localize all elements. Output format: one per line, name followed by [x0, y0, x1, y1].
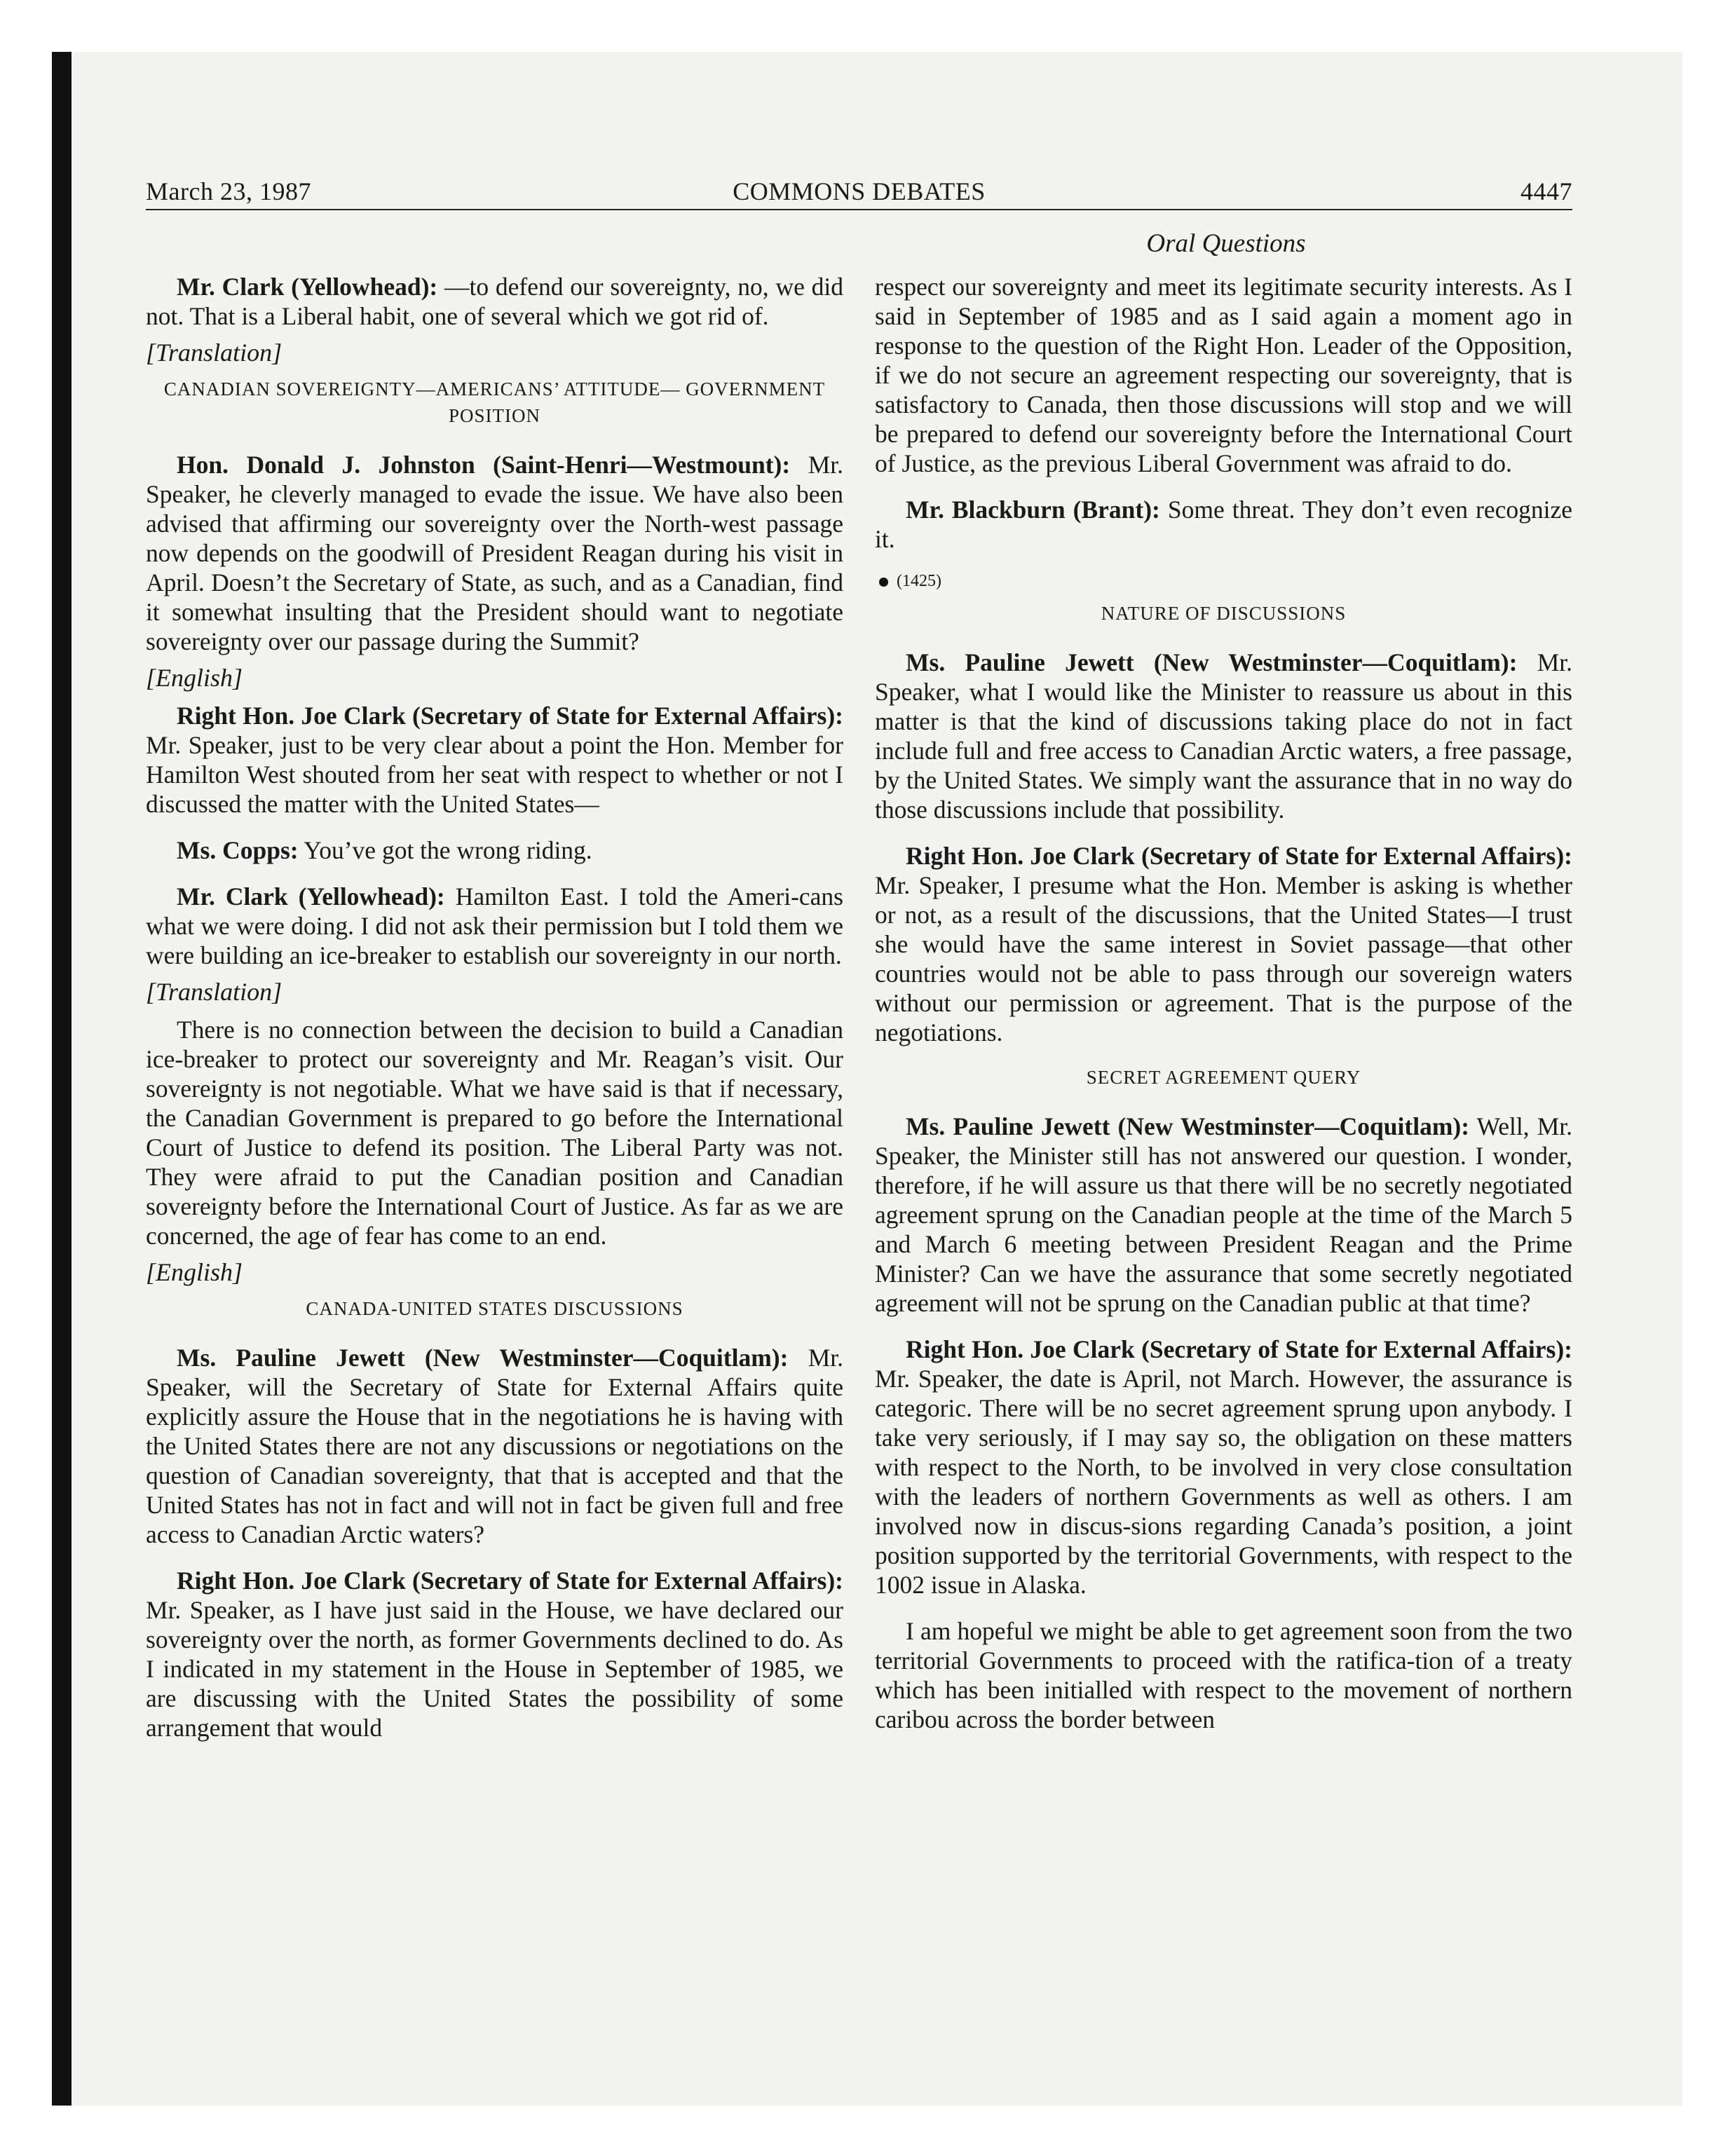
paragraph [875, 272, 1572, 478]
paragraph [146, 1015, 843, 1250]
speech-text: Mr. Speaker, just to be very clear about a point the Hon. Member for Hamilton West shouted from her seat with respect to whether or not I discussed the matter with the United States— [146, 731, 843, 818]
paragraph [875, 1112, 1572, 1318]
speech-text: Mr. Speaker, he cleverly managed to evade the issue. We have also been advised that affirming our sovereignty over the North-west passage now depends on the goodwill of President Reagan during his visit in April. Doesn’t the Secretary of State, as such, and as a Canadian, find it somewhat insulting that the President should want to negotiate sovereignty over our passage during the Summit? [146, 451, 844, 655]
section-heading: SECRET AGREEMENT QUERY [1086, 1067, 1361, 1088]
paragraph [875, 495, 1572, 554]
paragraph [146, 835, 843, 865]
paragraph [146, 882, 843, 970]
speaker-name: Right Hon. Joe Clark (Secretary of State for External Affairs): [177, 1567, 843, 1595]
speech-text: Mr. Speaker, the date is April, not March. However, the assurance is categoric. There will be no secret agreement sprung upon anybody. I take very seriously, if I may say so, the obligation on these matters with respect to the North, to be involved in very close consultation with the leaders of northern Governments as well as others. I am involved now in discus-sions regarding Canada’s position, a joint position supported by the territorial Governments, with respect to the 1002 issue in Alaska. [875, 1365, 1572, 1599]
paragraph [146, 1566, 843, 1742]
timestamp [875, 571, 1572, 592]
page-number: 4447 [1520, 177, 1572, 205]
paragraph [875, 648, 1572, 824]
speech-text: Hamilton East. I told the Ameri-cans what we were doing. I did not ask their permission but I told them we were building an ice-breaker to establish our sovereignty in our north. [146, 882, 843, 969]
paragraph [146, 701, 843, 819]
speech-text: Some threat. They don’t even recognize it. [875, 496, 1572, 553]
speaker-name: Ms. Pauline Jewett (New Westminster—Coquitlam): [177, 1344, 789, 1372]
speaker-name: Mr. Clark (Yellowhead): [177, 273, 438, 301]
speaker-name: Right Hon. Joe Clark (Secretary of State for External Affairs): [177, 702, 843, 730]
speech-text: Well, Mr. Speaker, the Minister still has not answered our question. I wonder, therefore, if he will assure us that there will be no secretly negotiated agreement sprung on the Canadian people at the time of the March 5 and March 6 meeting between President Reagan and the Prime Minister? Can we have the assurance that some secretly negotiated agreement will not be sprung on the Canadian public at that time? [875, 1112, 1572, 1317]
right-column [875, 272, 1572, 1751]
speaker-name: Mr. Clark (Yellowhead): [177, 882, 445, 910]
header-title: COMMONS DEBATES [733, 177, 986, 205]
language-tag: [English] [146, 664, 243, 692]
header-date: March 23, 1987 [146, 177, 311, 205]
speaker-name: Mr. Blackburn (Brant): [906, 496, 1160, 524]
speaker-name: Ms. Pauline Jewett (New Westminster—Coquitlam): [906, 1112, 1470, 1140]
speech-text: respect our sovereignty and meet its legitimate security interests. As I said in September of 1985 and as I said again a moment ago in response to the question of the Right Hon. Leader of the Opposition, if we do not secure an agreement respecting our sovereignty, that is satisfactory to Canada, then those discussions will stop and we will be prepared to defend our sovereignty before the International Court of Justice, as the previous Liberal Government was afraid to do. [875, 273, 1572, 477]
language-tag: [English] [146, 1258, 243, 1286]
bullet-dot-icon [879, 578, 888, 587]
speech-text: You’ve got the wrong riding. [298, 836, 592, 864]
speech-text: I am hopeful we might be able to get agreement soon from the two territorial Governments to proceed with the ratifica-tion of a treaty which has been initialled with respect to the movement of northern caribou across the border between [875, 1617, 1572, 1733]
left-column [146, 272, 843, 1759]
speaker-name: Right Hon. Joe Clark (Secretary of State for External Affairs): [906, 842, 1572, 870]
speaker-name: Ms. Copps: [177, 836, 299, 864]
scan-edge-bar [52, 52, 72, 2106]
speaker-name: Ms. Pauline Jewett (New Westminster—Coquitlam): [906, 648, 1518, 676]
paragraph [146, 272, 843, 331]
speech-text: There is no connection between the decision to build a Canadian ice-breaker to protect our sovereignty and Mr. Reagan’s visit. Our sovereignty is not negotiable. What we have said is that if necessary, the Canadian Government is prepared to go before the International Court of Justice to defend its position. The Liberal Party was not. They were afraid to put the Canadian position and Canadian sovereignty before the International Court of Justice. As far as we are concerned, the age of fear has come to an end. [146, 1016, 843, 1250]
language-tag: [Translation] [146, 339, 283, 367]
paragraph [875, 1616, 1572, 1734]
speaker-name: Right Hon. Joe Clark (Secretary of State for External Affairs): [906, 1335, 1572, 1363]
section-heading: NATURE OF DISCUSSIONS [1101, 603, 1347, 624]
section-subhead: Oral Questions [1146, 229, 1306, 258]
section-heading: CANADIAN SOVEREIGNTY—AMERICANS’ ATTITUDE— GOVERNMENT POSITION [163, 378, 826, 426]
paragraph [146, 450, 843, 656]
paragraph [146, 1343, 843, 1549]
language-tag: [Translation] [146, 978, 283, 1006]
speech-text: Mr. Speaker, will the Secretary of State for External Affairs quite explicitly assure the House that in the negotiations he is having with the United States there are not any discussions or negotiations on the question of Canadian sovereignty, that that is accepted and that the United States has not in fact and will not in fact be given full and free access to Canadian Arctic waters? [146, 1344, 843, 1548]
paragraph [875, 1335, 1572, 1599]
section-heading: CANADA-UNITED STATES DISCUSSIONS [306, 1298, 683, 1319]
running-header [146, 177, 1572, 209]
speaker-name: Hon. Donald J. Johnston (Saint-Henri—Westmount): [177, 451, 791, 479]
timestamp-text: (1425) [897, 572, 941, 590]
speech-text: Mr. Speaker, I presume what the Hon. Member is asking is whether or not, as a result of the discussions, that the United States—I trust she would have the same interest in Soviet passage—that other countries would not be able to pass through our sovereign waters without our permission or agreement. That is the purpose of the negotiations. [875, 871, 1572, 1046]
header-rule [146, 209, 1572, 210]
speech-text: —to defend our sovereignty, no, we did not. That is a Liberal habit, one of several which we got rid of. [146, 273, 843, 330]
paragraph [875, 841, 1572, 1047]
speech-text: Mr. Speaker, as I have just said in the House, we have declared our sovereignty over the north, as former Governments declined to do. As I indicated in my statement in the House in September of 1985, we are discussing with the United States the possibility of some arrangement that would [146, 1596, 843, 1742]
speech-text: Mr. Speaker, what I would like the Minister to reassure us about in this matter is that the kind of discussions taking place do not in fact include full and free access to Canadian Arctic waters, a free passage, by the United States. We simply want the assurance that in no way do those discussions include that possibility. [875, 648, 1572, 824]
